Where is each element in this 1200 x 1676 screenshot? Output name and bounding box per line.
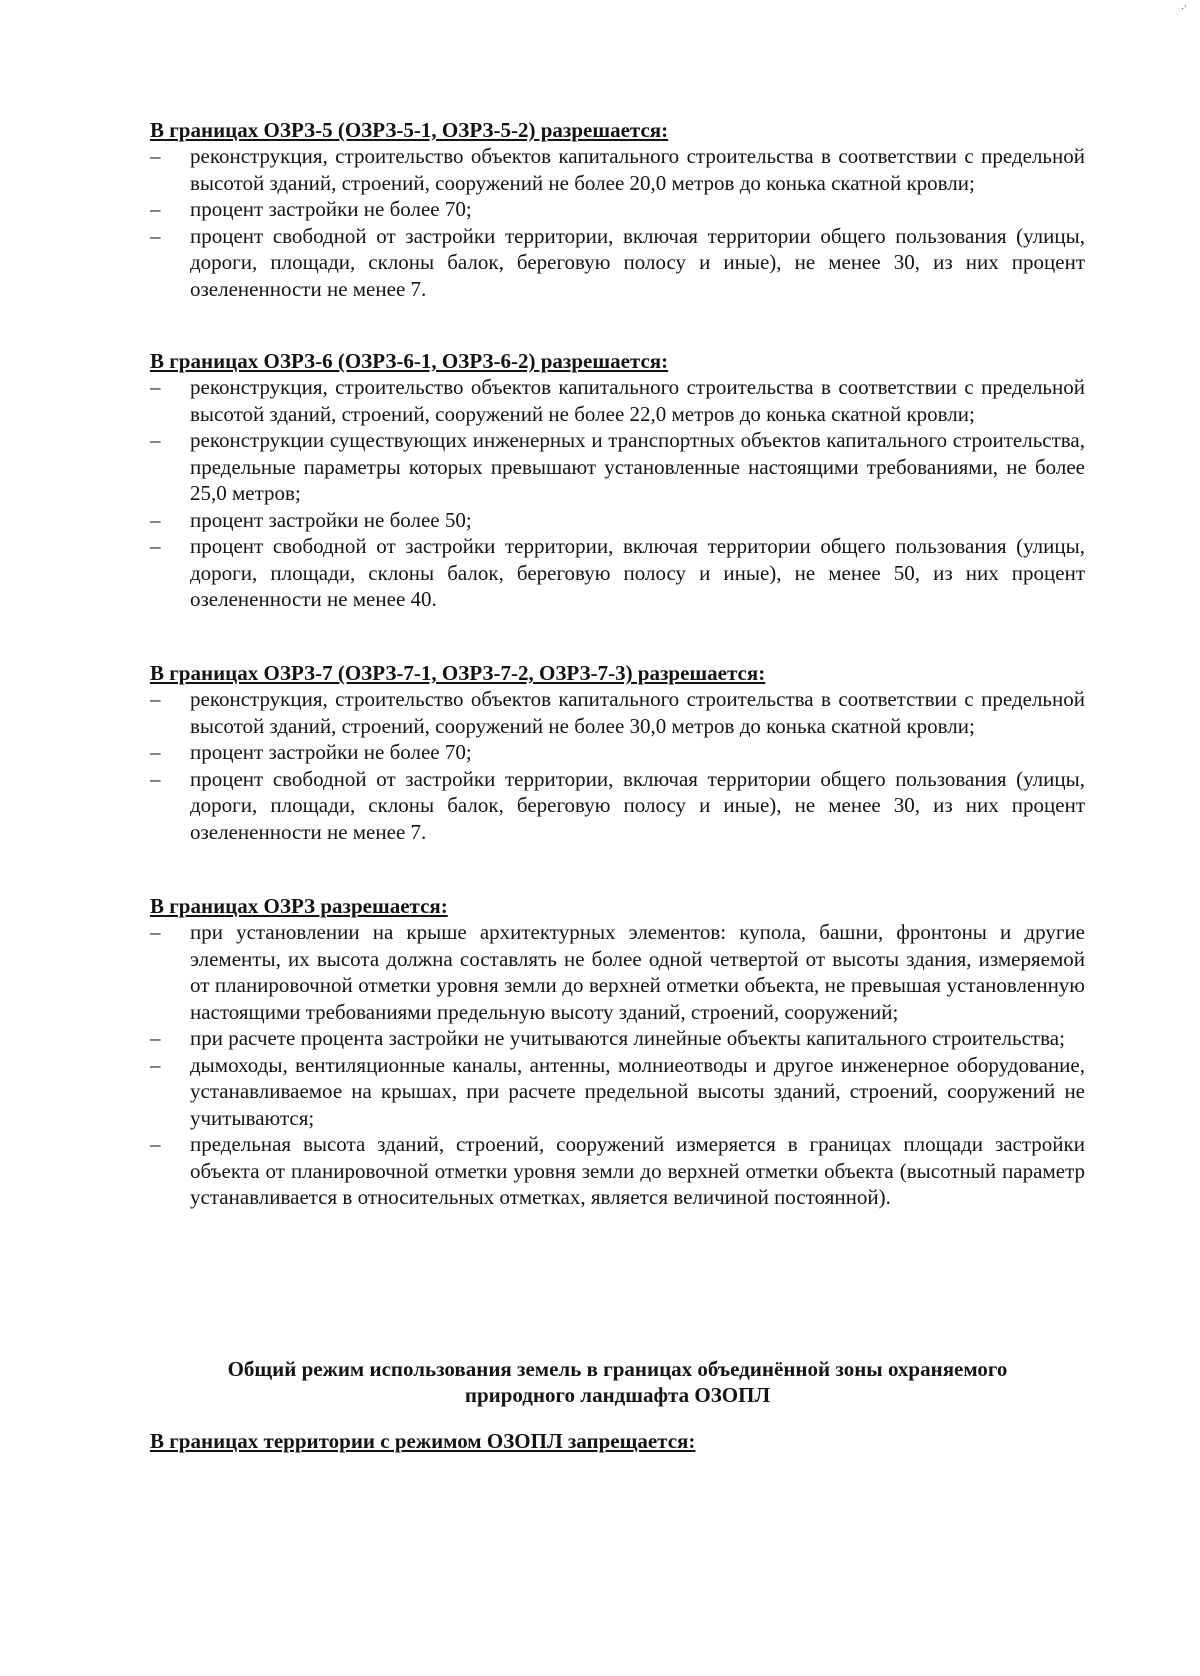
list-item: – реконструкция, строительство объектов капитального строительства в соответствии с предельной высотой зданий, строений, сооружений не более 30,0 метров до конька скатной кровли; xyxy=(150,686,1085,739)
bullet-list xyxy=(150,919,1085,1211)
list-item: – процент свободной от застройки территории, включая территории общего пользования (улицы, дороги, площади, склоны балок, береговую полосу и иные), не менее 30, из них процент озелененности не менее 7. xyxy=(150,223,1085,303)
list-item: – процент свободной от застройки территории, включая территории общего пользования (улицы, дороги, площади, склоны балок, береговую полосу и иные), не менее 30, из них процент озелененности не менее 7. xyxy=(150,766,1085,846)
list-item: – реконструкции существующих инженерных и транспортных объектов капитального строительства, предельные параметры которых превышают установленные настоящими требованиями, не более 25,0 метров; xyxy=(150,427,1085,507)
section-ozrz-general xyxy=(150,893,1085,1211)
list-item: – реконструкция, строительство объектов капитального строительства в соответствии с предельной высотой зданий, строений, сооружений не более 22,0 метров до конька скатной кровли; xyxy=(150,374,1085,427)
bullet-list xyxy=(150,143,1085,302)
section-heading: В границах территории с режимом ОЗОПЛ запрещается: xyxy=(150,1429,696,1453)
title-line-1: Общий режим использования земель в границах объединённой зоны охраняемого xyxy=(227,1357,1008,1381)
general-regime-title xyxy=(150,1356,1085,1408)
section-heading: В границах ОЗРЗ-7 (ОЗРЗ-7-1, ОЗРЗ-7-2, ОЗРЗ-7-3) разрешается: xyxy=(150,661,766,685)
section-ozrz-7 xyxy=(150,660,1085,845)
list-item: – дымоходы, вентиляционные каналы, антенны, молниеотводы и другое инженерное оборудование, устанавливаемое на крышах, при расчете предельной высоты зданий, строений, сооружений не учитываются; xyxy=(150,1052,1085,1132)
list-item: – реконструкция, строительство объектов капитального строительства в соответствии с предельной высотой зданий, строений, сооружений не более 20,0 метров до конька скатной кровли; xyxy=(150,143,1085,196)
bullet-list xyxy=(150,374,1085,613)
section-ozopl xyxy=(150,1428,1085,1454)
list-item: – процент застройки не более 50; xyxy=(150,507,1085,534)
list-item: – предельная высота зданий, строений, сооружений измеряется в границах площади застройки объекта от планировочной отметки уровня земли до верхней отметки объекта (высотный параметр устанавливается в относительных отметках, является величиной постоянной). xyxy=(150,1131,1085,1211)
section-ozrz-6 xyxy=(150,348,1085,613)
section-heading: В границах ОЗРЗ разрешается: xyxy=(150,894,448,918)
section-heading: В границах ОЗРЗ-6 (ОЗРЗ-6-1, ОЗРЗ-6-2) разрешается: xyxy=(150,349,669,373)
list-item: – при установлении на крыше архитектурных элементов: купола, башни, фронтоны и другие элементы, их высота должна составлять не более одной четвертой от высоты здания, измеряемой от планировочной отметки уровня земли до верхней отметки объекта, не превышая установленную настоящими требованиями предельную высоту зданий, строений, сооружений; xyxy=(150,919,1085,1025)
list-item: – процент свободной от застройки территории, включая территории общего пользования (улицы, дороги, площади, склоны балок, береговую полосу и иные), не менее 50, из них процент озелененности не менее 40. xyxy=(150,533,1085,613)
scan-mark: ·' xyxy=(1180,4,1186,15)
bullet-list xyxy=(150,686,1085,845)
section-ozrz-5 xyxy=(150,117,1085,302)
list-item: – при расчете процента застройки не учитываются линейные объекты капитального строительства; xyxy=(150,1025,1085,1052)
section-heading: В границах ОЗРЗ-5 (ОЗРЗ-5-1, ОЗРЗ-5-2) разрешается: xyxy=(150,118,669,142)
list-item: – процент застройки не более 70; xyxy=(150,739,1085,766)
title-line-2: природного ландшафта ОЗОПЛ xyxy=(464,1383,771,1407)
list-item: – процент застройки не более 70; xyxy=(150,196,1085,223)
